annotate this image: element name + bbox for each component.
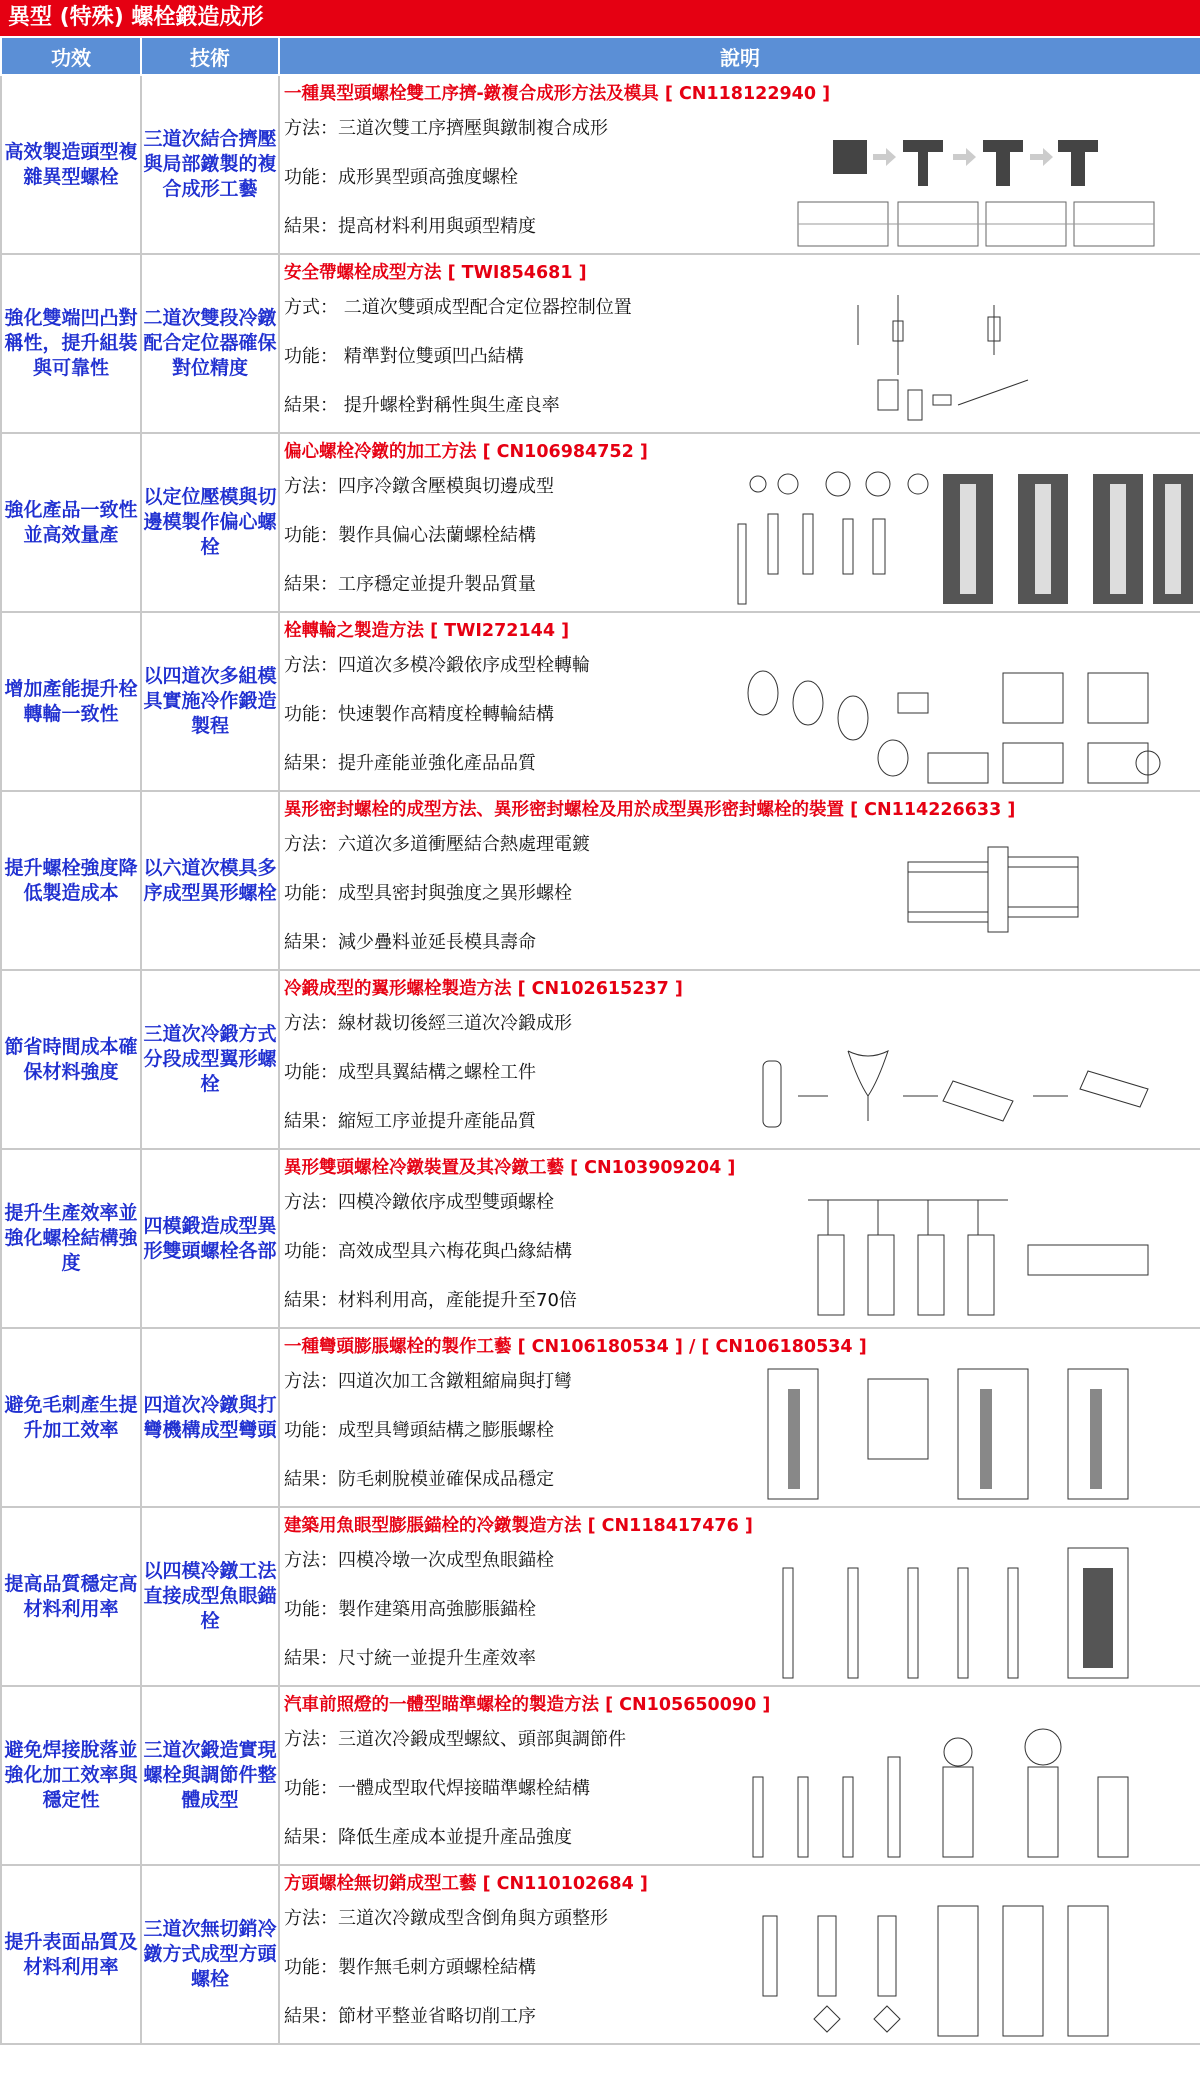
table-header-row [1, 37, 1200, 75]
description-cell [279, 75, 1200, 254]
patent-figure [728, 1717, 1198, 1863]
table-row [1, 612, 1200, 791]
description-cell [279, 970, 1200, 1149]
tech-cell: 四模鍛造成型異形雙頭螺栓各部 [141, 1149, 279, 1328]
result-line: 結果：尺寸統一並提升生產效率 [284, 1648, 536, 1669]
tech-cell: 二道次雙段冷鐓配合定位器確保對位精度 [141, 254, 279, 433]
table-row [1, 433, 1200, 612]
patent-figure [728, 106, 1198, 252]
function-line: 功能：製作無毛刺方頭螺栓結構 [284, 1957, 536, 1978]
column-header-tech: 技術 [141, 37, 279, 75]
tech-cell: 以四模冷鐓工法直接成型魚眼錨栓 [141, 1507, 279, 1686]
method-line: 方式： 二道次雙頭成型配合定位器控制位置 [284, 297, 632, 318]
result-line: 結果：降低生產成本並提升產品強度 [284, 1827, 572, 1848]
table-row [1, 1865, 1200, 2044]
patent-figure [728, 1359, 1198, 1505]
table-row [1, 970, 1200, 1149]
result-line: 結果：工序穩定並提升製品質量 [284, 574, 536, 595]
table-row [1, 1149, 1200, 1328]
patent-title: 汽車前照燈的一體型瞄準螺栓的製造方法 [ CN105650090 ] [284, 1695, 771, 1715]
effect-cell: 提升表面品質及材料利用率 [1, 1865, 141, 2044]
patent-title: 一種彎頭膨脹螺栓的製作工藝 [ CN106180534 ] / [ CN106180534 ] [284, 1337, 867, 1357]
patent-title: 建築用魚眼型膨脹錨栓的冷鐓製造方法 [ CN118417476 ] [284, 1516, 753, 1536]
description-cell [279, 1686, 1200, 1865]
method-line: 方法：線材裁切後經三道次冷鍛成形 [284, 1013, 572, 1034]
column-header-effect: 功效 [1, 37, 141, 75]
method-line: 方法：三道次冷鍛成型螺紋、頭部與調節件 [284, 1729, 626, 1750]
function-line: 功能：製作具偏心法蘭螺栓結構 [284, 525, 536, 546]
tech-cell: 以四道次多組模具實施冷作鍛造製程 [141, 612, 279, 791]
patent-title: 冷鍛成型的翼形螺栓製造方法 [ CN102615237 ] [284, 979, 683, 999]
effect-cell: 避免焊接脫落並強化加工效率與穩定性 [1, 1686, 141, 1865]
patent-title: 異形雙頭螺栓冷鐓裝置及其冷鐓工藝 [ CN103909204 ] [284, 1158, 736, 1178]
effect-cell: 提升生產效率並強化螺栓結構強度 [1, 1149, 141, 1328]
description-cell [279, 254, 1200, 433]
function-line: 功能：成型具彎頭結構之膨脹螺栓 [284, 1420, 554, 1441]
method-line: 方法：三道次雙工序擠壓與鐓制複合成形 [284, 118, 608, 139]
patent-table [0, 36, 1200, 2045]
result-line: 結果：減少疊料並延長模具壽命 [284, 932, 536, 953]
patent-title: 安全帶螺栓成型方法 [ TWI854681 ] [284, 263, 587, 283]
function-line: 功能：成型具密封與強度之異形螺栓 [284, 883, 572, 904]
method-line: 方法：四序冷鐓含壓模與切邊成型 [284, 476, 554, 497]
description-cell [279, 1865, 1200, 2044]
effect-cell: 增加產能提升栓轉輪一致性 [1, 612, 141, 791]
table-row [1, 75, 1200, 254]
table-row [1, 791, 1200, 970]
patent-title: 一種異型頭螺栓雙工序擠-鐓複合成形方法及模具 [ CN118122940 ] [284, 84, 831, 104]
tech-cell: 三道次冷鍛方式分段成型翼形螺栓 [141, 970, 279, 1149]
result-line: 結果： 提升螺栓對稱性與生產良率 [284, 395, 560, 416]
result-line: 結果：材料利用高，產能提升至70倍 [284, 1290, 577, 1311]
patent-figure [728, 1896, 1198, 2042]
effect-cell: 提高品質穩定高材料利用率 [1, 1507, 141, 1686]
description-cell [279, 1328, 1200, 1507]
table-body [1, 75, 1200, 2044]
tech-cell: 四道次冷鐓與打彎機構成型彎頭 [141, 1328, 279, 1507]
method-line: 方法：四道次加工含鐓粗縮扁與打彎 [284, 1371, 572, 1392]
patent-figure [728, 464, 1198, 610]
tech-cell: 三道次無切銷冷鐓方式成型方頭螺栓 [141, 1865, 279, 2044]
patent-title: 異形密封螺栓的成型方法、異形密封螺栓及用於成型異形密封螺栓的裝置 [ CN114226633 ] [284, 800, 1016, 820]
function-line: 功能：成型具翼結構之螺栓工件 [284, 1062, 536, 1083]
function-line: 功能：快速製作高精度栓轉輪結構 [284, 704, 554, 725]
method-line: 方法：六道次多道衝壓結合熱處理電鍍 [284, 834, 590, 855]
result-line: 結果：節材平整並省略切削工序 [284, 2006, 536, 2027]
method-line: 方法：四模冷墩一次成型魚眼錨栓 [284, 1550, 554, 1571]
patent-figure [728, 1180, 1198, 1326]
effect-cell: 避免毛刺產生提升加工效率 [1, 1328, 141, 1507]
tech-cell: 以定位壓模與切邊模製作偏心螺栓 [141, 433, 279, 612]
function-line: 功能：一體成型取代焊接瞄準螺栓結構 [284, 1778, 590, 1799]
tech-cell: 三道次結合擠壓與局部鐓製的複合成形工藝 [141, 75, 279, 254]
page-title: 異型 (特殊) 螺栓鍛造成形 [0, 0, 1200, 36]
patent-figure [728, 822, 1198, 968]
description-cell [279, 791, 1200, 970]
effect-cell: 強化產品一致性並高效量產 [1, 433, 141, 612]
patent-figure [728, 643, 1198, 789]
description-cell [279, 1507, 1200, 1686]
description-cell [279, 1149, 1200, 1328]
result-line: 結果：提高材料利用與頭型精度 [284, 216, 536, 237]
patent-title: 栓轉輪之製造方法 [ TWI272144 ] [284, 621, 570, 641]
patent-figure [728, 1001, 1198, 1147]
tech-cell: 以六道次模具多序成型異形螺栓 [141, 791, 279, 970]
result-line: 結果：防毛刺脫模並確保成品穩定 [284, 1469, 554, 1490]
method-line: 方法：四道次多模冷鍛依序成型栓轉輪 [284, 655, 590, 676]
patent-figure [728, 285, 1198, 431]
function-line: 功能： 精準對位雙頭凹凸結構 [284, 346, 524, 367]
result-line: 結果：縮短工序並提升產能品質 [284, 1111, 536, 1132]
table-row [1, 1328, 1200, 1507]
patent-title: 偏心螺栓冷鐓的加工方法 [ CN106984752 ] [284, 442, 648, 462]
effect-cell: 節省時間成本確保材料強度 [1, 970, 141, 1149]
column-header-desc: 說明 [279, 37, 1200, 75]
description-cell [279, 433, 1200, 612]
method-line: 方法：四模冷鐓依序成型雙頭螺栓 [284, 1192, 554, 1213]
description-cell [279, 612, 1200, 791]
table-row [1, 1686, 1200, 1865]
patent-title: 方頭螺栓無切銷成型工藝 [ CN110102684 ] [284, 1874, 648, 1894]
function-line: 功能：成形異型頭高強度螺栓 [284, 167, 518, 188]
table-row [1, 254, 1200, 433]
function-line: 功能：高效成型具六梅花與凸緣結構 [284, 1241, 572, 1262]
effect-cell: 高效製造頭型複雜異型螺栓 [1, 75, 141, 254]
effect-cell: 強化雙端凹凸對稱性，提升組裝與可靠性 [1, 254, 141, 433]
tech-cell: 三道次鍛造實現螺栓與調節件整體成型 [141, 1686, 279, 1865]
result-line: 結果：提升產能並強化產品品質 [284, 753, 536, 774]
effect-cell: 提升螺栓強度降低製造成本 [1, 791, 141, 970]
table-row [1, 1507, 1200, 1686]
method-line: 方法：三道次冷鐓成型含倒角與方頭整形 [284, 1908, 608, 1929]
function-line: 功能：製作建築用高強膨脹錨栓 [284, 1599, 536, 1620]
patent-figure [728, 1538, 1198, 1684]
